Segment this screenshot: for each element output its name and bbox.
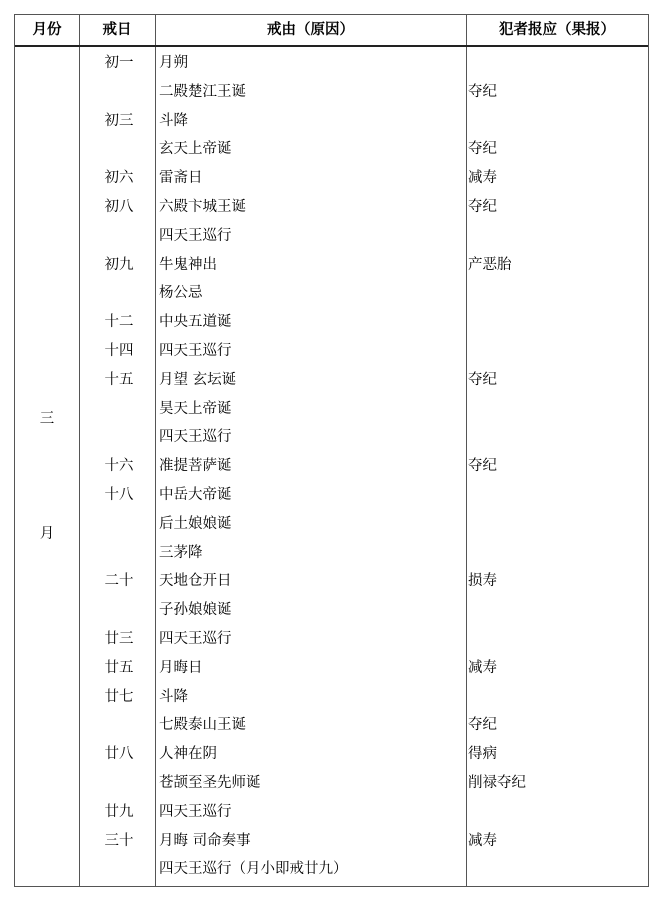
reason-cell: 后土娘娘诞 <box>159 515 232 532</box>
result-cell: 得病 <box>468 746 497 763</box>
reason-cell: 苍颉至圣先师诞 <box>159 775 261 791</box>
table-row <box>15 798 648 827</box>
result-cell <box>468 222 643 251</box>
reason-cell: 中岳大帝诞 <box>159 487 232 503</box>
table-row <box>15 567 648 596</box>
table-row <box>15 395 648 424</box>
result-cell <box>468 337 643 366</box>
result-cell: 夺纪 <box>468 199 497 215</box>
day-cell <box>83 395 155 424</box>
day-cell <box>83 423 155 452</box>
result-cell: 夺纪 <box>468 371 497 388</box>
day-cell: 初六 <box>104 170 134 187</box>
day-cell: 初三 <box>104 112 134 129</box>
reason-cell: 玄天上帝诞 <box>159 141 232 158</box>
header-month: 月份 <box>32 22 62 38</box>
reason-cell: 四天王巡行（月小即戒廿九） <box>159 861 348 878</box>
result-cell <box>468 481 643 510</box>
header-day: 戒日 <box>102 22 132 38</box>
day-cell <box>83 711 155 740</box>
result-cell <box>468 49 643 78</box>
table-row <box>15 107 648 136</box>
day-cell <box>83 279 155 308</box>
result-cell: 损寿 <box>468 573 497 590</box>
result-cell <box>468 855 643 884</box>
day-cell <box>83 769 155 798</box>
result-cell <box>468 683 643 712</box>
day-cell: 十二 <box>104 314 134 331</box>
result-cell <box>468 308 643 337</box>
table-row <box>15 539 648 568</box>
day-cell: 初九 <box>104 256 134 273</box>
reason-cell: 天地仓开日 <box>159 573 232 590</box>
table-row <box>15 452 648 481</box>
result-cell <box>468 539 643 568</box>
result-cell: 夺纪 <box>468 717 497 734</box>
result-cell <box>468 798 643 827</box>
result-cell <box>468 107 643 136</box>
reason-cell: 四天王巡行 <box>159 343 232 359</box>
reason-cell: 七殿泰山王诞 <box>159 717 246 734</box>
table-body <box>15 47 648 886</box>
result-cell: 减寿 <box>468 659 497 676</box>
reason-cell: 雷斋日 <box>159 170 203 187</box>
table-row <box>15 164 648 193</box>
table-row <box>15 740 648 769</box>
day-cell: 三十 <box>104 832 134 849</box>
day-cell: 十六 <box>104 458 134 475</box>
table-row <box>15 337 648 366</box>
table-row <box>15 654 648 683</box>
table-row <box>15 510 648 539</box>
table-row <box>15 49 648 78</box>
table-row <box>15 423 648 452</box>
reason-cell: 六殿卞城王诞 <box>159 199 246 215</box>
reason-cell: 斗降 <box>159 688 188 705</box>
day-cell: 十四 <box>104 343 134 359</box>
day-cell <box>83 78 155 107</box>
day-cell: 廿七 <box>104 688 134 705</box>
table-row <box>15 135 648 164</box>
reason-cell: 准提菩萨诞 <box>159 458 232 475</box>
table-row <box>15 625 648 654</box>
reason-cell: 人神在阴 <box>159 746 217 763</box>
day-cell: 廿九 <box>104 803 134 820</box>
reason-cell: 四天王巡行 <box>159 429 232 446</box>
result-cell <box>468 625 643 654</box>
day-cell: 廿八 <box>104 746 134 763</box>
reason-cell: 子孙娘娘诞 <box>159 602 232 619</box>
reason-cell: 二殿楚江王诞 <box>159 83 246 100</box>
result-cell <box>468 510 643 539</box>
table-row <box>15 251 648 280</box>
day-cell <box>83 510 155 539</box>
day-cell: 廿三 <box>104 631 134 647</box>
result-cell: 减寿 <box>468 170 497 187</box>
result-cell: 产恶胎 <box>468 256 512 273</box>
day-cell: 十五 <box>104 371 134 388</box>
month-char-2: 月 <box>39 526 55 542</box>
table-row <box>15 222 648 251</box>
reason-cell: 月望 玄坛诞 <box>159 371 237 388</box>
day-cell <box>83 135 155 164</box>
reason-cell: 昊天上帝诞 <box>159 400 232 417</box>
day-cell <box>83 855 155 884</box>
day-cell: 十八 <box>104 487 134 503</box>
table-header <box>15 15 648 47</box>
day-cell <box>83 539 155 568</box>
reason-cell: 杨公忌 <box>159 285 203 302</box>
result-cell <box>468 596 643 625</box>
result-cell: 夺纪 <box>468 141 497 158</box>
header-reason: 戒由（原因） <box>267 22 354 38</box>
table-row <box>15 193 648 222</box>
abstinence-table <box>14 14 649 887</box>
reason-cell: 中央五道诞 <box>159 314 232 331</box>
reason-cell: 月晦 司命奏事 <box>159 832 251 849</box>
table-row <box>15 596 648 625</box>
result-cell: 削禄夺纪 <box>468 775 526 791</box>
day-cell: 初一 <box>104 55 134 71</box>
reason-cell: 牛鬼神出 <box>159 256 217 273</box>
reason-cell: 月朔 <box>159 55 188 71</box>
table-row <box>15 78 648 107</box>
result-cell: 夺纪 <box>468 458 497 475</box>
reason-cell: 四天王巡行 <box>159 803 232 820</box>
month-char-1: 三 <box>39 411 55 427</box>
reason-cell: 月晦日 <box>159 659 203 676</box>
day-cell <box>83 596 155 625</box>
reason-cell: 四天王巡行 <box>159 227 232 244</box>
table-row <box>15 855 648 884</box>
table-row <box>15 279 648 308</box>
table-row <box>15 683 648 712</box>
table-row <box>15 366 648 395</box>
result-cell: 夺纪 <box>468 83 497 100</box>
result-cell <box>468 423 643 452</box>
result-cell <box>468 395 643 424</box>
reason-cell: 斗降 <box>159 112 188 129</box>
reason-cell: 四天王巡行 <box>159 631 232 647</box>
table-row <box>15 769 648 798</box>
day-cell <box>83 222 155 251</box>
result-cell: 减寿 <box>468 832 497 849</box>
table-row <box>15 827 648 856</box>
day-cell: 廿五 <box>104 659 134 676</box>
day-cell: 二十 <box>104 573 134 590</box>
day-cell: 初八 <box>104 199 134 215</box>
reason-cell: 三茅降 <box>159 544 203 561</box>
table-row <box>15 711 648 740</box>
table-row <box>15 308 648 337</box>
result-cell <box>468 279 643 308</box>
header-result: 犯者报应（果报） <box>499 22 615 38</box>
table-row <box>15 481 648 510</box>
